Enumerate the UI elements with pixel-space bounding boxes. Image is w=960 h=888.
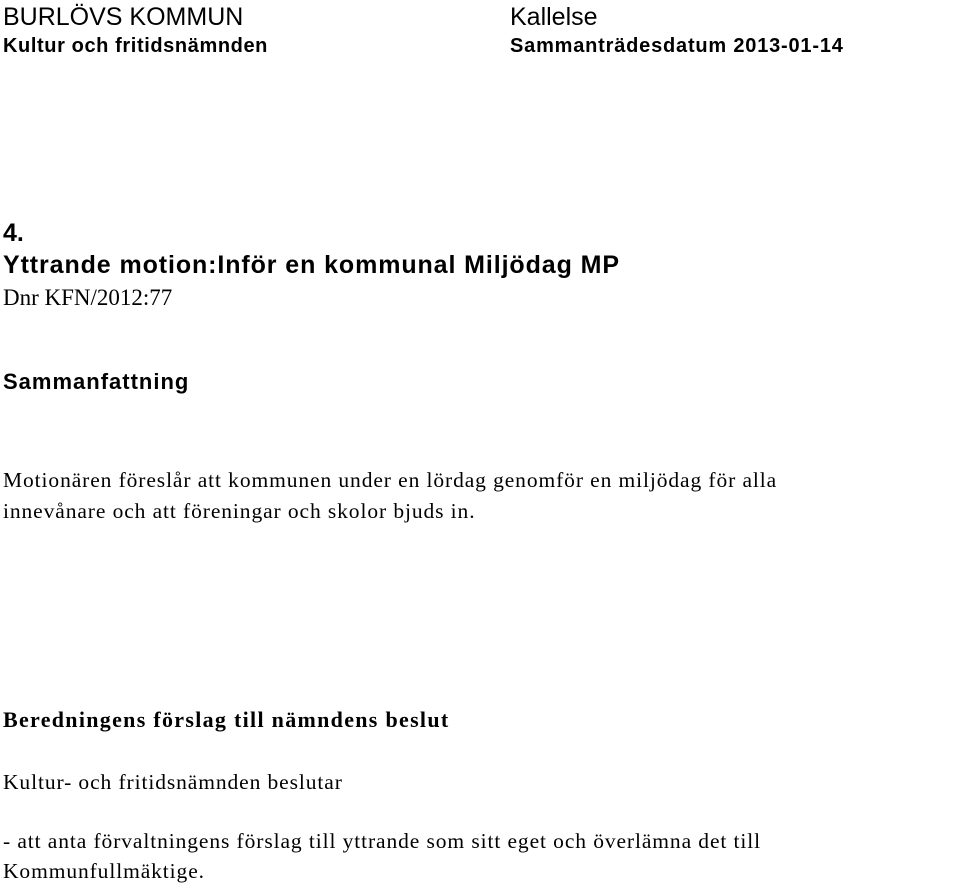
- summary-line: innevånare och att föreningar och skolor bjuds in.: [3, 499, 476, 523]
- decision-text: [3, 826, 761, 886]
- summary-paragraph: [3, 465, 777, 527]
- organization-name: BURLÖVS KOMMUN: [3, 3, 244, 31]
- decision-line: - att anta förvaltningens förslag till yttrande som sitt eget och överlämna det till: [3, 829, 762, 853]
- decision-intro: Kultur- och fritidsnämnden beslutar: [3, 770, 343, 794]
- summary-line: Motionären föreslår att kommunen under en lördag genomför en miljödag för alla: [3, 468, 778, 492]
- document-type: Kallelse: [510, 3, 598, 31]
- decision-line: Kommunfullmäktige.: [3, 859, 205, 883]
- diary-number: Dnr KFN/2012:77: [3, 285, 173, 310]
- meeting-date: Sammanträdesdatum 2013-01-14: [510, 35, 844, 57]
- committee-name: Kultur och fritidsnämnden: [3, 35, 268, 57]
- item-number: 4.: [3, 219, 24, 247]
- proposal-heading: Beredningens förslag till nämndens beslut: [3, 707, 450, 732]
- summary-heading: Sammanfattning: [3, 369, 190, 394]
- item-title: Yttrande motion:Inför en kommunal Miljödag MP: [3, 251, 620, 279]
